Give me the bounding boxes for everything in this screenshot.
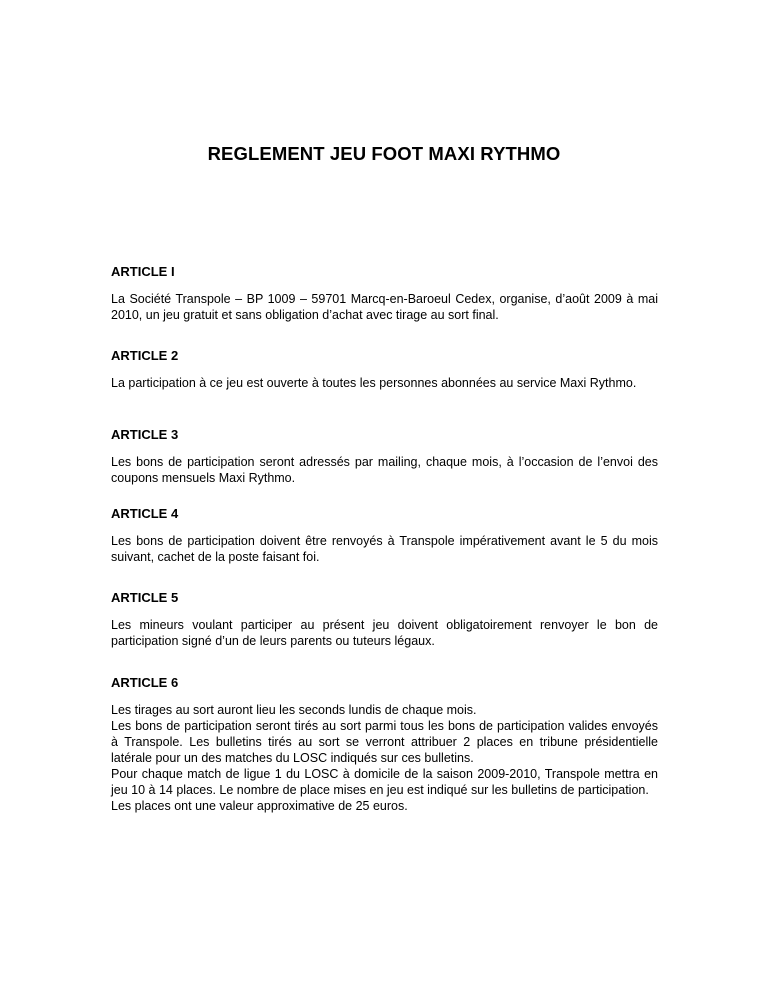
article-heading: ARTICLE 2	[111, 348, 179, 363]
article-paragraph: Les mineurs voulant participer au présent jeu doivent obligatoirement renvoyer le bon de participation signé d’un de leurs parents ou tuteurs légaux.	[111, 618, 658, 648]
article-body	[111, 533, 658, 565]
article-6	[111, 675, 658, 814]
article-body	[111, 454, 658, 486]
article-5	[111, 590, 658, 649]
article-heading: ARTICLE 3	[111, 427, 179, 442]
article-paragraph: La Société Transpole – BP 1009 – 59701 Marcq-en-Baroeul Cedex, organise, d’août 2009 à mai 2010, un jeu gratuit et sans obligation d’achat avec tirage au sort final.	[111, 292, 658, 322]
article-paragraph: La participation à ce jeu est ouverte à toutes les personnes abonnées au service Maxi Rythmo.	[111, 376, 637, 390]
article-paragraph: Pour chaque match de ligue 1 du LOSC à domicile de la saison 2009-2010, Transpole mettra en jeu 10 à 14 places. Le nombre de place mises en jeu est indiqué sur les bulletins de participation.	[111, 767, 658, 797]
article-paragraph: Les bons de participation seront adressés par mailing, chaque mois, à l’occasion de l’envoi des coupons mensuels Maxi Rythmo.	[111, 455, 658, 485]
article-body	[111, 375, 658, 391]
article-heading: ARTICLE 4	[111, 506, 179, 521]
article-body	[111, 291, 658, 323]
article-2	[111, 348, 658, 391]
article-heading: ARTICLE I	[111, 264, 175, 279]
article-heading: ARTICLE 6	[111, 675, 179, 690]
document-title: REGLEMENT JEU FOOT MAXI RYTHMO	[207, 143, 561, 164]
article-paragraph: Les places ont une valeur approximative de 25 euros.	[111, 799, 408, 813]
article-4	[111, 506, 658, 565]
article-paragraph: Les tirages au sort auront lieu les seconds lundis de chaque mois.	[111, 703, 477, 717]
article-1	[111, 264, 658, 323]
article-body	[111, 617, 658, 649]
article-3	[111, 427, 658, 486]
article-paragraph: Les bons de participation doivent être renvoyés à Transpole impérativement avant le 5 du mois suivant, cachet de la poste faisant foi.	[111, 534, 658, 564]
article-paragraph: Les bons de participation seront tirés au sort parmi tous les bons de participation valides envoyés à Transpole. Les bulletins tirés au sort se verront attribuer 2 places en tribune présidentielle latérale pour un des matches du LOSC indiqués sur ces bulletins.	[111, 719, 658, 765]
article-body	[111, 702, 658, 814]
article-heading: ARTICLE 5	[111, 590, 179, 605]
